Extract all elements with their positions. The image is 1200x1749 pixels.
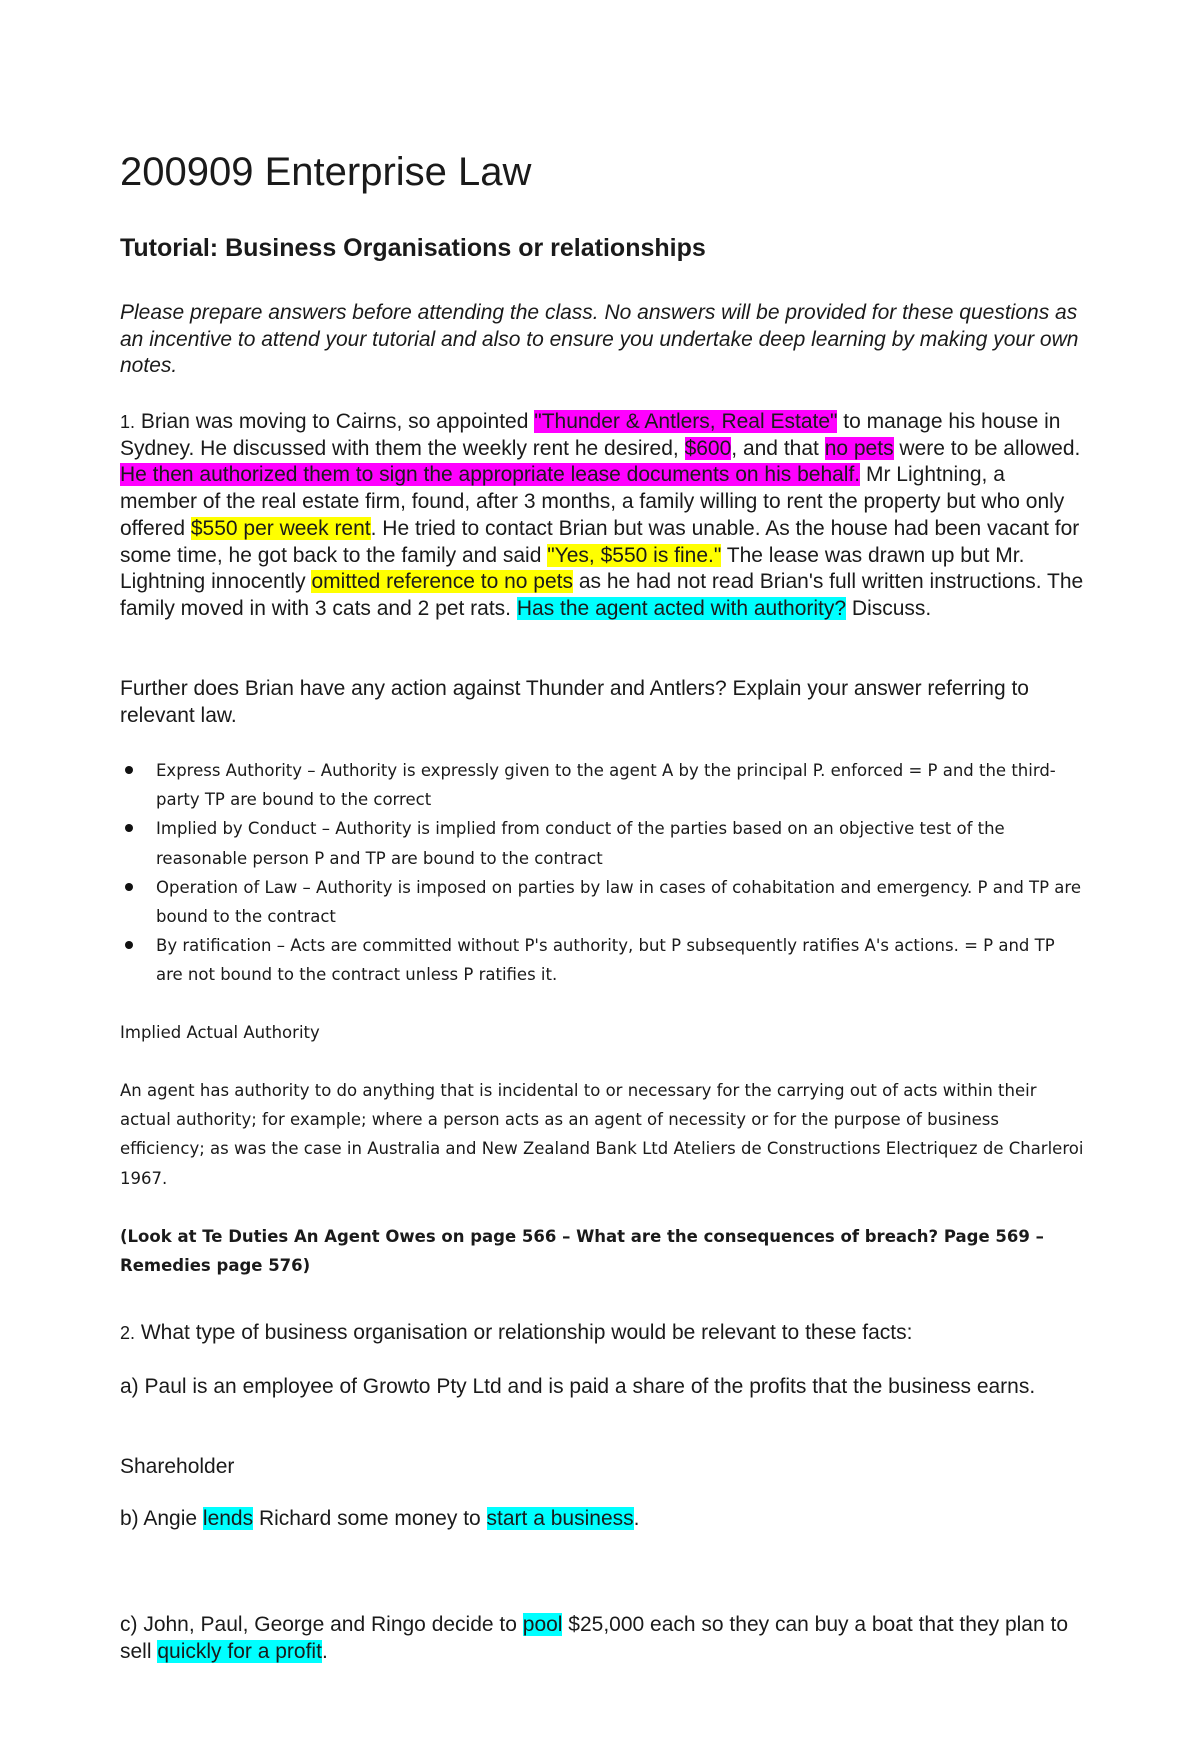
page-references-note: (Look at Te Duties An Agent Owes on page 566 – What are the consequences of breach? Page 569 – Remedies page 576) [120,1227,1044,1276]
implied-authority-heading: Implied Actual Authority [120,1023,320,1042]
highlight-authorized: He then authorized them to sign the appropriate lease documents on his behalf. [120,463,861,487]
question-2a: a) Paul is an employee of Growto Pty Ltd and is paid a share of the profits that the business earns. [120,1375,1036,1398]
q1-text: Mr Lightning, a member of the real estate firm, found, after 3 months, a family willing to rent the property but who only offered [120,463,1065,540]
question-1-number: 1. [120,412,136,432]
q1-text: . He tried to contact Brian but was unable. As the house had been vacant for some time, he got back to the family and said [120,516,1080,567]
highlight-firm-name: "Thunder & Antlers, Real Estate" [534,410,838,433]
q1-text: Brian was moving to Cairns, so appointed [135,410,535,433]
bullet-icon [125,766,133,774]
q2b-text: Richard some money to [253,1507,487,1530]
list-item [120,756,1085,814]
intro-instructions: Please prepare answers before attending the class. No answers will be provided for these questions as an incentive to attend your tutorial and also to ensure you undertake deep learning by making your own notes. [120,301,1079,378]
tutorial-subtitle: Tutorial: Business Organisations or relationships [120,234,706,262]
q1-text: were to be allowed. [893,436,1081,460]
highlight-start-business: start a business [486,1507,634,1530]
highlight-rent-600: $600 [684,436,732,460]
authority-types-list [120,756,1085,990]
q2c-text: $25,000 each so they can buy a boat that they plan to sell [120,1613,1069,1663]
question-1 [120,409,1085,623]
highlight-pool: pool [522,1613,563,1636]
list-item [120,931,1085,989]
question-2-number: 2. [120,1323,136,1343]
list-item [120,814,1085,872]
q2b-text: . [633,1507,640,1530]
q2-text: What type of business organisation or relationship would be relevant to these facts: [135,1321,913,1344]
highlight-lends: lends [202,1507,254,1530]
q2c-text: . [321,1639,328,1663]
question-1-further: Further does Brian have any action against Thunder and Antlers? Explain your answer referring to relevant law. [120,677,1029,727]
highlight-authority-question: Has the agent acted with authority? [516,596,847,620]
highlight-rent-550: $550 per week rent [190,516,371,540]
question-2 [120,1320,1085,1347]
q1-text: as he had not read Brian's full written instructions. The family moved in with 3 cats and 2 pet rats. [120,570,1084,620]
q2b-text: b) Angie [120,1507,203,1530]
highlight-omitted: omitted reference to no pets [311,570,573,594]
bullet-icon [125,883,133,891]
list-item-text: Operation of Law – Authority is imposed on parties by law in cases of cohabitation and emergency. P and TP are bound to the contract [156,877,1081,927]
document-title: 200909 Enterprise Law [120,150,532,194]
implied-authority-paragraph: An agent has authority to do anything that is incidental to or necessary for the carrying out of acts within their actual authority; for example; where a person acts as an agent of necessity or for the purpose of business efficiency; as was the case in Australia and New Zealand Bank Ltd Ateliers de Constructions Electriquez de Charleroi 1967. [120,1081,1084,1188]
q1-text: Discuss. [846,596,932,620]
list-item-text: By ratification – Acts are committed without P's authority, but P subsequently ratifies A's actions. = P and TP are not bound to the contract unless P ratifies it. [156,936,1055,985]
bullet-icon [125,824,133,832]
list-item [120,873,1085,931]
question-2c [120,1612,1085,1665]
highlight-yes-550: "Yes, $550 is fine." [547,543,722,567]
q1-text: The lease was drawn up but Mr. Lightning innocently [120,543,1025,594]
question-2a-answer: Shareholder [120,1455,235,1478]
list-item-text: Express Authority – Authority is expressly given to the agent A by the principal P. enforced = P and the third-party TP are bound to the correct [156,761,1056,810]
highlight-no-pets: no pets [824,436,894,460]
q2c-text: c) John, Paul, George and Ringo decide to [120,1613,523,1636]
highlight-quick-profit: quickly for a profit [157,1639,322,1663]
question-2b [120,1506,1085,1533]
bullet-icon [125,941,133,949]
q1-text: , and that [731,436,825,460]
q1-text: to manage his house in Sydney. He discussed with them the weekly rent he desired, [120,410,1061,460]
list-item-text: Implied by Conduct – Authority is implied from conduct of the parties based on an objective test of the reasonable person P and TP are bound to the contract [156,819,1005,868]
